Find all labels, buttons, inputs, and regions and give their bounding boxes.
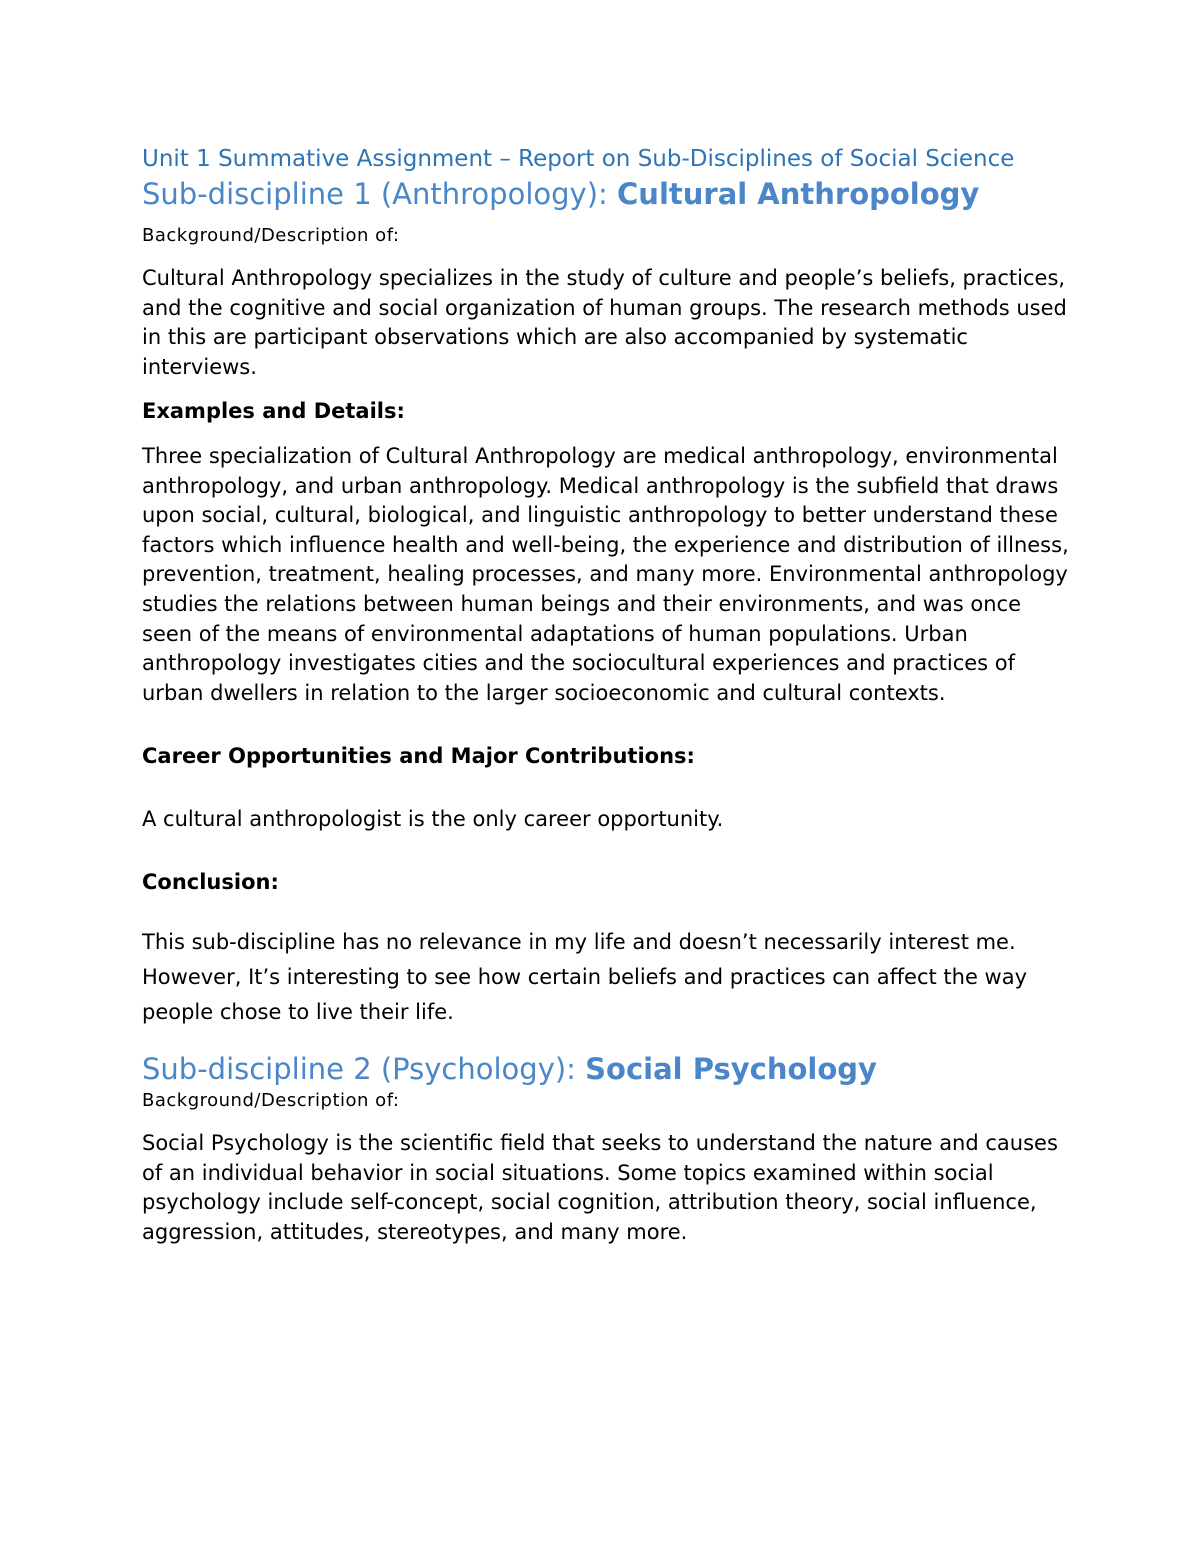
section-2-background-label: Background/Description of: — [142, 1090, 400, 1112]
section-1-heading-name: Cultural Anthropology — [617, 177, 980, 211]
document-page — [142, 144, 1072, 1247]
section-1-conclusion-text: This sub-discipline has no relevance in my life and doesn’t necessarily interest me. However, It’s interesting to see how certain beliefs and practices can affect the way people chose to live their life. — [142, 930, 1028, 1025]
section-1-background-label: Background/Description of: — [142, 225, 400, 246]
section-1-examples-text: Three specialization of Cultural Anthropology are medical anthropology, environmental anthropology, and urban anthropology. Medical anthropology is the subfield that draws upon social, cultural, biological, and linguistic anthropology to better understand these factors which influence health and well-being, the experience and distribution of illness, prevention, treatment, healing processes, and many more. Environmental anthropology studies the relations between human beings and their environments, and was once seen of the means of environmental adaptations of human populations. Urban anthropology investigates cities and the sociocultural experiences and practices of urban dwellers in relation to the larger socioeconomic and cultural contexts. — [142, 443, 1069, 705]
document-title: Unit 1 Summative Assignment – Report on Sub-Disciplines of Social Science — [142, 146, 1015, 172]
section-2-heading — [142, 1050, 1072, 1088]
section-2-background-text: Social Psychology is the scientific field that seeks to understand the nature and causes of an individual behavior in social situations. Some topics examined within social psychology include self-concept, social cognition, attribution theory, social influence, aggression, attitudes, stereotypes, and many more. — [142, 1131, 1058, 1244]
section-1-heading-prefix: Sub-discipline 1 (Anthropology): — [142, 177, 618, 211]
section-1-examples-label: Examples and Details: — [142, 399, 405, 424]
section-2-heading-prefix: Sub-discipline 2 (Psychology): — [142, 1052, 586, 1087]
section-1-heading — [142, 175, 1072, 213]
section-1-career-label: Career Opportunities and Major Contributions: — [142, 744, 695, 769]
section-2-heading-name: Social Psychology — [585, 1052, 877, 1087]
section-1-background-text: Cultural Anthropology specializes in the study of culture and people’s beliefs, practices, and the cognitive and social organization of human groups. The research methods used in this are participant observations which are also accompanied by systematic interviews. — [142, 266, 1067, 379]
section-1-career-text: A cultural anthropologist is the only career opportunity. — [142, 806, 724, 831]
section-1-conclusion-label: Conclusion: — [142, 869, 279, 894]
